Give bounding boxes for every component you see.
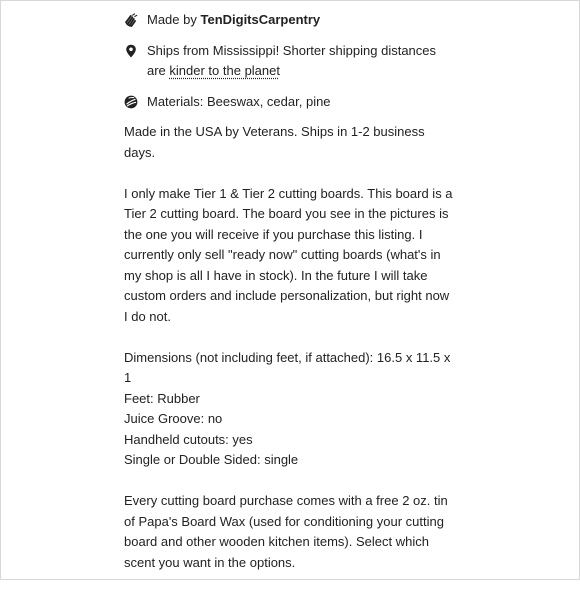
item-description bbox=[124, 122, 454, 573]
made-by-row bbox=[124, 10, 454, 31]
materials-text: Materials: Beeswax, cedar, pine bbox=[147, 93, 331, 109]
kinder-to-planet-link[interactable]: kinder to the planet bbox=[169, 63, 280, 78]
description-paragraph-shipping: Made in the USA by Veterans. Ships in 1-2 business days. bbox=[124, 124, 425, 160]
materials-row bbox=[124, 92, 454, 113]
hand-icon bbox=[124, 13, 138, 27]
materials-icon bbox=[124, 95, 138, 109]
description-paragraph-wax: Every cutting board purchase comes with a free 2 oz. tin of Papa's Board Wax (used for conditioning your cutting board and other wooden kitchen items). Select which scent you want in the options. bbox=[124, 493, 448, 570]
made-by-text bbox=[147, 10, 454, 31]
spec-dimensions: Dimensions (not including feet, if attached): 16.5 x 11.5 x 1 bbox=[124, 349, 451, 385]
description-paragraph-tiers: I only make Tier 1 & Tier 2 cutting boards. This board is a Tier 2 cutting board. The board you see in the pictures is the one you will receive if you purchase this listing. I currently only sell "ready now" cutting boards (what's in my shop is all I have in stock). In the future I will take custom orders and include personalization, but right now I do not. bbox=[124, 185, 453, 324]
ships-from-label: Ships from Mississippi! Shorter shipping distances are bbox=[147, 42, 437, 78]
spec-handheld-cutouts: Handheld cutouts: yes bbox=[124, 431, 253, 447]
description-specs bbox=[124, 348, 454, 471]
listing-details bbox=[124, 10, 454, 594]
spec-sided: Single or Double Sided: single bbox=[124, 452, 299, 467]
ships-from-row bbox=[124, 41, 454, 82]
spec-juice-groove: Juice Groove: no bbox=[124, 411, 223, 426]
shop-name[interactable]: TenDigitsCarpentry bbox=[200, 12, 321, 27]
spec-feet: Feet: Rubber bbox=[124, 390, 200, 406]
ships-from-text bbox=[147, 41, 454, 82]
location-pin-icon bbox=[124, 44, 138, 58]
made-by-prefix: Made by bbox=[147, 12, 201, 27]
